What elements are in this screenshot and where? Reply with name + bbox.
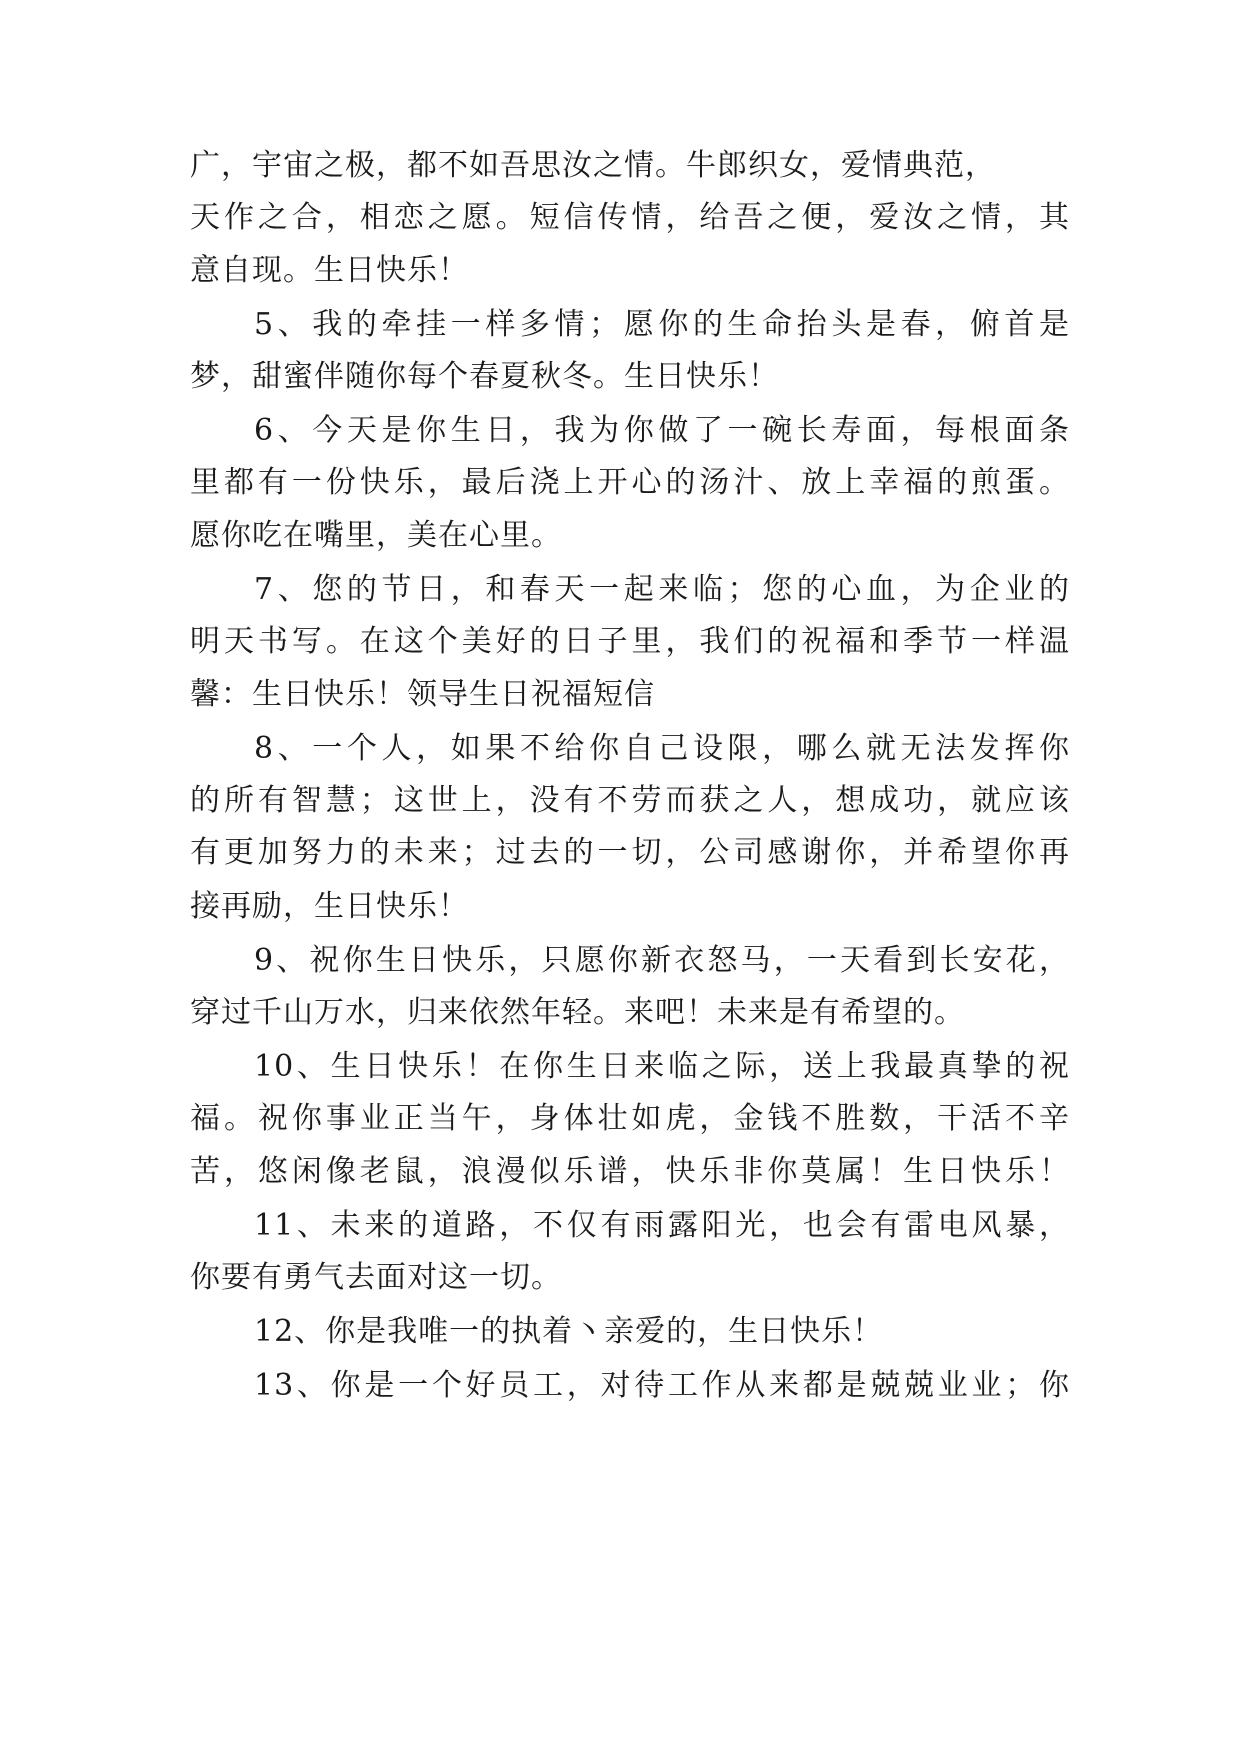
text-line: 有更加努力的未来；过去的一切，公司感谢你，并希望你再 (190, 835, 1070, 870)
text-line: 接再励，生日快乐！ (190, 889, 469, 924)
text-line: 12、你是我唯一的执着丶亲爱的，生日快乐！ (254, 1314, 884, 1349)
text-line: 10、生日快乐！在你生日来临之际，送上我最真挚的祝 (254, 1049, 1070, 1084)
text-line: 6、今天是你生日，我为你做了一碗长寿面，每根面条 (254, 413, 1070, 448)
text-line: 5、我的牵挂一样多情；愿你的生命抬头是春，俯首是 (254, 307, 1070, 342)
text-line: 11、未来的道路，不仅有雨露阳光，也会有雷电风暴， (254, 1208, 1070, 1243)
text-line: 穿过千山万水，归来依然年轻。来吧！未来是有希望的。 (190, 995, 965, 1030)
text-line: 广，宇宙之极，都不如吾思汝之情。牛郎织女，爱情典范， (190, 148, 996, 183)
text-line: 苦，悠闲像老鼠，浪漫似乐谱，快乐非你莫属！生日快乐！ (190, 1154, 1070, 1189)
text-line: 明天书写。在这个美好的日子里，我们的祝福和季节一样温 (190, 624, 1070, 659)
text-line: 7、您的节日，和春天一起来临；您的心血，为企业的 (254, 572, 1070, 607)
text-line: 福。祝你事业正当午，身体壮如虎，金钱不胜数，干活不辛 (190, 1101, 1070, 1136)
text-line: 天作之合，相恋之愿。短信传情，给吾之便，爱汝之情，其 (190, 200, 1070, 235)
text-line: 里都有一份快乐，最后浇上开心的汤汁、放上幸福的煎蛋。 (190, 465, 1070, 500)
text-line: 愿你吃在嘴里，美在心里。 (190, 518, 562, 553)
text-line: 9、祝你生日快乐，只愿你新衣怒马，一天看到长安花， (254, 943, 1070, 978)
text-line: 13、你是一个好员工，对待工作从来都是兢兢业业；你 (254, 1368, 1070, 1403)
text-line: 你要有勇气去面对这一切。 (190, 1260, 562, 1295)
text-line: 8、一个人，如果不给你自己设限，哪么就无法发挥你 (254, 731, 1070, 766)
text-line: 梦，甜蜜伴随你每个春夏秋冬。生日快乐！ (190, 359, 779, 394)
text-line: 意自现。生日快乐！ (190, 253, 469, 288)
text-line: 的所有智慧；这世上，没有不劳而获之人，想成功，就应该 (190, 783, 1070, 818)
text-line: 馨：生日快乐！领导生日祝福短信 (190, 677, 655, 712)
